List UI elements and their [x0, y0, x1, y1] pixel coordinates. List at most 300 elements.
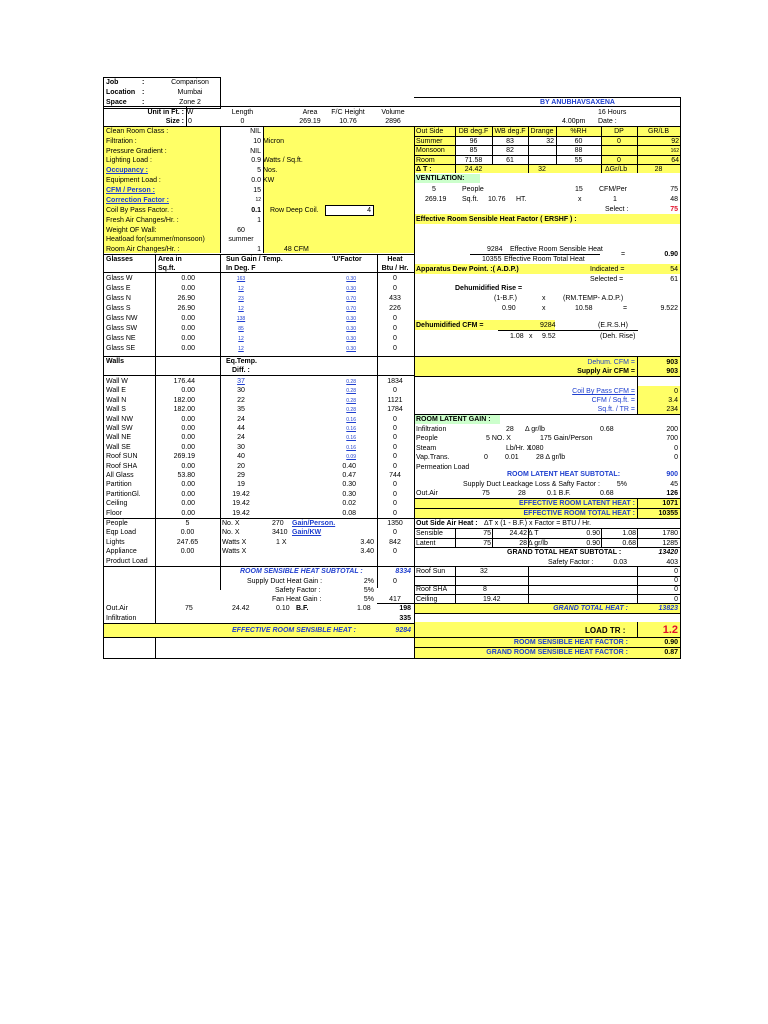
wall-ufactor[interactable]: 0.16 [346, 426, 356, 432]
outside-cell: 32 [538, 166, 546, 173]
latent-outair-gr: 28 [518, 490, 526, 497]
dehum-rise-temp: (RM.TEMP- A.D.P.) [563, 295, 624, 302]
latent-heat: 200 [666, 426, 678, 433]
wall-area: 0.00 [181, 425, 195, 432]
wall-row-label: Wall W [106, 378, 128, 385]
latent-title: ROOM LATENT GAIN : [416, 416, 491, 423]
wall-eqtemp: 40 [237, 453, 245, 461]
glass-sungain-link[interactable]: 23 [238, 296, 244, 302]
rsh-subtotal-label: ROOM SENSIBLE HEAT SUBTOTAL : [240, 568, 363, 575]
wall-area: 0.00 [181, 443, 195, 451]
oa-cell: 1.08 [622, 530, 636, 537]
walls-header: Walls [106, 358, 125, 365]
internal-qty: 0.00 [180, 548, 195, 556]
glass-heat: 226 [389, 305, 401, 312]
param-unit: Nos. [263, 167, 278, 174]
wall-heat: 0 [393, 434, 397, 442]
dehum-rise-title: Dehumidified Rise = [455, 285, 523, 292]
wall-ufactor[interactable]: 0.09 [346, 454, 356, 461]
supply-cfm: 903 [666, 368, 678, 375]
glass-ufactor-link[interactable]: 0.30 [346, 346, 356, 352]
latent-cell: Lb/Hr. X [506, 444, 532, 452]
latent-duct-label: Supply Duct Leackage Loss & Safty Factor : [463, 481, 600, 488]
wall-row-label: PartitionGl. [106, 490, 141, 498]
outside-header: GR/LB [647, 128, 669, 135]
size-label: Size : [165, 118, 184, 125]
glass-ufactor-link[interactable]: 0.30 [346, 276, 356, 282]
sh-outair-dt: 24.42 [232, 605, 250, 612]
wall-ufactor: 0.40 [342, 462, 356, 470]
outside-cell[interactable]: 83 [506, 138, 514, 145]
wall-area: 269.19 [173, 453, 195, 461]
glass-area: 0.00 [181, 335, 195, 342]
wall-eqtemp: 24 [237, 415, 245, 423]
glass-ufactor-link[interactable]: 0.30 [346, 326, 356, 332]
glass-sungain-link[interactable]: 12 [238, 346, 244, 352]
outside-cell[interactable]: 71.58 [464, 157, 483, 164]
erlh-label: EFFECTIVE ROOM LATENT HEAT : [518, 500, 635, 507]
ershf-den: 10355 [482, 256, 502, 263]
vent-x: x [578, 196, 582, 203]
latent-cell: 0.68 [600, 426, 614, 433]
ufactor-header: 'U'Factor [332, 256, 362, 263]
sh-outair-bf: 0.10 [276, 605, 290, 612]
outside-header: Out Side [416, 128, 444, 135]
wall-row-label: Wall N [106, 396, 127, 404]
roof-temp: 32 [480, 568, 488, 575]
roof-row-label: Roof Sun [416, 568, 446, 575]
wall-eqtemp: 22 [237, 396, 245, 404]
param-label: Pressure Gradient : [106, 148, 167, 155]
rsh-duct-label: Supply Duct Heat Gain : [247, 578, 323, 585]
latent-cell: 28 Δ gr/lb [536, 454, 566, 462]
dehum-rise-x: x [542, 295, 546, 302]
param-value[interactable]: 1 [257, 246, 261, 253]
roof-heat: 0 [674, 595, 678, 603]
wall-ufactor[interactable]: 0.28 [346, 397, 356, 404]
heatload-season-select[interactable]: summer [228, 236, 254, 243]
sh-outair-bf-label: B.F. [296, 605, 309, 612]
wall-row-label: Wall NE [106, 434, 132, 442]
oa-heat-title: Out Side Air Heat : [416, 520, 478, 527]
outside-cell: 32 [546, 138, 554, 145]
latent-row-label: People [416, 435, 438, 443]
vent-cfm-per-label: CFM/Per [599, 186, 627, 193]
glass-ufactor-link[interactable]: 0.30 [346, 286, 356, 292]
oa-cell: 75 [483, 540, 491, 547]
cfm-sqft-label: CFM / Sq.ft. = [591, 397, 635, 404]
wall-ufactor: 0.08 [342, 509, 356, 517]
internal-row-label: Appliance [106, 548, 137, 556]
internal-row-label: People [106, 520, 128, 527]
dehum-cfm-total: 903 [666, 359, 678, 366]
glass-row-label: Glass E [106, 285, 131, 292]
param-label: Room Air Changes/Hr. : [106, 246, 180, 253]
internal-factor: 3.40 [360, 538, 374, 546]
glass-row-label: Glass N [106, 295, 131, 302]
dim-w-header: W [186, 109, 194, 116]
rsh-subtotal: 8334 [395, 568, 411, 575]
wall-row-label: Ceiling [106, 500, 128, 508]
param-value[interactable]: NIL [250, 128, 261, 135]
frame-bottom [103, 658, 681, 659]
param-label: Filtration : [106, 138, 137, 145]
param-value[interactable]: 0.1 [251, 207, 261, 214]
oa-cell: 1780 [662, 530, 678, 537]
outside-header: Drange [530, 128, 554, 135]
dehum-cfm-num: 9284 [540, 322, 556, 329]
wall-area: 182.00 [173, 406, 195, 414]
glass-row-label: Glass NW [106, 315, 138, 322]
wall-row-label: Wall SW [106, 425, 133, 432]
glass-area: 0.00 [181, 315, 195, 322]
select-label: Select : [605, 206, 629, 213]
internal-gain: 270 [272, 520, 284, 527]
wall-row-label: Roof SUN [106, 453, 138, 461]
glass-sungain-link[interactable]: 12 [238, 306, 244, 312]
rsh-fan-label: Fan Heat Gain : [272, 596, 322, 603]
glass-row-label: Glass SW [106, 325, 138, 332]
vent-ht: 10.76 [488, 196, 506, 203]
dim-height-header: F/C Height [331, 109, 365, 116]
diff-header: Diff. : [232, 367, 250, 374]
outside-header: WB deg.F [494, 128, 526, 135]
param-value[interactable]: 1 [257, 217, 261, 224]
wall-area: 0.00 [181, 462, 195, 470]
wall-eqtemp: 19.42 [232, 490, 250, 498]
ersh-value: 9284 [395, 627, 411, 634]
oa-cell: Δ gr/lb [528, 540, 548, 547]
wall-eqtemp[interactable]: 37 [237, 378, 245, 385]
grshf-value: 0.87 [664, 649, 678, 656]
gt-safety-val: 403 [666, 559, 678, 566]
glass-heat: 0 [393, 345, 397, 352]
frame-right [680, 97, 681, 659]
sqft-header: Sq.ft. [158, 265, 176, 272]
oa-cell: 75 [483, 530, 491, 537]
wall-heat: 0 [393, 509, 397, 517]
wall-row-label: Wall SE [106, 443, 131, 451]
vent-cfm2: 48 [670, 196, 678, 203]
param-value[interactable]: 12 [255, 197, 261, 203]
glass-heat: 0 [393, 335, 397, 342]
wall-ufactor: 0.02 [342, 500, 356, 508]
oa-cell: 28 [519, 540, 527, 547]
space-label: Space [106, 99, 127, 106]
glasses-header: Glasses [106, 256, 133, 263]
occupancy-link[interactable]: Occupancy : [106, 167, 149, 174]
dim-w-value: 0 [188, 118, 192, 125]
unit-label: Unit in Ft. : [147, 109, 184, 116]
wall-area: 0.00 [181, 509, 195, 517]
glass-heat: 0 [393, 285, 397, 292]
bypass-cfm: 0 [674, 388, 678, 395]
internal-gain: 3410 [272, 529, 288, 537]
internal-qty: 5 [185, 520, 190, 527]
sh-infil-label: Infiltration [106, 615, 137, 622]
wall-eqtemp: 20 [237, 462, 245, 470]
glass-sungain-link[interactable]: 12 [238, 286, 244, 292]
location-label: Location [106, 89, 136, 96]
latent-outair-bf: 0.1 B.F. [547, 490, 571, 497]
internal-qty: 0.00 [180, 529, 195, 537]
latent-row-label: Steam [416, 444, 437, 452]
rsh-duct-pct: 2% [363, 578, 374, 585]
internal-heat: 842 [389, 538, 401, 546]
dim-length-value: 0 [240, 118, 245, 125]
outside-cell[interactable]: 85 [469, 147, 478, 154]
correction-factor-link[interactable]: Correction Factor : [106, 197, 170, 204]
param-label: Equipment Load : [106, 177, 161, 184]
outside-cell[interactable]: 61 [506, 157, 514, 164]
deg-header: In Deg. F [226, 265, 256, 272]
outside-header: DB deg.F [458, 128, 489, 135]
wall-ufactor: 0.30 [342, 490, 356, 498]
param-value[interactable]: 0.9 [251, 157, 261, 164]
ersh-label: EFFECTIVE ROOM SENSIBLE HEAT : [232, 627, 356, 634]
dehum-rise-v2: 10.58 [575, 305, 593, 312]
outside-cell: 0 [617, 138, 621, 145]
outside-cell: 88 [574, 147, 583, 154]
adp-selected[interactable]: 61 [670, 276, 678, 283]
internal-row-label: Eqp Load [106, 529, 136, 537]
outside-cell: 24.42 [464, 166, 483, 173]
coil-rows-value: 4 [367, 207, 371, 214]
dehum-cfm-rise: 9.52 [542, 333, 556, 340]
wall-area: 182.00 [173, 396, 195, 404]
bypass-cfm-label[interactable]: Coil By Pass CFM = [572, 388, 635, 395]
sqft-tr-label: Sq.ft. / TR = [597, 406, 635, 413]
outside-cell[interactable]: 82 [506, 147, 514, 154]
wall-ufactor[interactable]: 0.16 [346, 435, 356, 442]
wall-heat: 1834 [387, 378, 403, 385]
cfm-person-link[interactable]: CFM / Person : [106, 187, 156, 194]
dehum-rise-value: 9.522 [660, 305, 678, 312]
vent-cfm-per: 15 [575, 186, 583, 193]
vent-sqft: Sq.ft. [462, 196, 479, 203]
date-label: Date : [598, 118, 617, 125]
glass-ufactor-link[interactable]: 0.30 [346, 336, 356, 342]
delta-t-label: Δ T : [416, 166, 432, 173]
ershf-den-label: Effective Room Total Heat [504, 256, 585, 263]
oa-row-label: Latent [416, 540, 436, 547]
glass-sungain-link[interactable]: 138 [236, 316, 246, 322]
latent-cell: 28 [506, 426, 514, 433]
wall-row-label: Floor [106, 509, 122, 517]
outside-cell: 64 [671, 157, 679, 164]
wall-row-label: Wall E [106, 387, 126, 395]
wall-heat: 1784 [387, 406, 403, 414]
internal-unit: No. X [222, 520, 240, 527]
glass-heat: 0 [393, 315, 397, 322]
internal-row-label: Product Load [106, 557, 148, 565]
rsh-safety-label: Safety Factor : [275, 587, 321, 594]
job-value: Comparison [171, 79, 209, 86]
erlh-value: 1071 [662, 500, 678, 507]
glass-area: 26.90 [177, 305, 195, 312]
ventilation-title: VENTILATION: [416, 175, 465, 182]
sqft-tr: 234 [666, 406, 678, 413]
time: 4.00pm [562, 118, 586, 125]
wall-ufactor[interactable]: 0.28 [346, 407, 356, 414]
glass-ufactor-link[interactable]: 0.30 [346, 316, 356, 322]
wall-row-label: Roof SHA [106, 462, 138, 470]
param-unit: KW [263, 177, 275, 184]
wall-area: 0.00 [181, 481, 195, 489]
internal-row-label: Lights [106, 538, 125, 546]
latent-cell: Δ gr/lb [525, 426, 545, 433]
oa-heat-formula: ΔT x (1 - B.F.) x Factor = BTU / Hr. [484, 520, 592, 527]
wall-ufactor: 0.47 [342, 472, 356, 479]
area-header: Area in [158, 256, 182, 263]
rsh-safety-pct: 5% [363, 587, 374, 594]
sungain-header: Sun Gain / Temp. [226, 256, 283, 263]
dehum-cfm-total-label: Dehum. CFM = [587, 359, 635, 366]
eqtemp-header: Eq.Temp. [226, 358, 257, 365]
select-value[interactable]: 75 [670, 206, 678, 213]
glass-area: 0.00 [181, 285, 195, 292]
dehum-rise-bf: (1-B.F.) [494, 295, 517, 302]
glass-sungain-link[interactable]: 85 [238, 326, 244, 332]
frame-divider [414, 127, 415, 658]
grshf-label: GRAND ROOM SENSIBLE HEAT FACTOR : [486, 649, 628, 656]
internal-heat: 0 [393, 548, 397, 556]
internal-gain-link: Gain/KW [292, 529, 322, 537]
latent-heat: 0 [674, 454, 678, 462]
param-value[interactable]: 5 [257, 167, 261, 174]
wall-ufactor[interactable]: 0.28 [346, 388, 356, 395]
latent-cell: 5 NO. X [486, 435, 511, 443]
glass-row-label: Glass SE [106, 345, 136, 352]
latent-cell: 175 Gain/Person [540, 435, 593, 443]
internal-gain-link[interactable]: Gain/Person. [292, 520, 336, 527]
roof-heat: 0 [674, 568, 678, 575]
glass-ufactor-link[interactable]: 0.70 [346, 306, 356, 312]
wall-heat: 1121 [387, 396, 403, 404]
roof-row-label: Ceiling [416, 595, 438, 603]
param-unit: Micron [263, 138, 285, 145]
delta-gr-label: ΔGr/Lb [605, 166, 628, 173]
param-label: Heatload for(summer/monsoon) [106, 236, 205, 243]
wall-area: 0.00 [181, 434, 195, 442]
outside-cell: 92 [671, 138, 679, 145]
glass-sungain-link[interactable]: 163 [236, 276, 246, 282]
erth-value: 10355 [658, 510, 678, 517]
param-label: Coil By Pass Factor. : [106, 207, 173, 214]
param-value[interactable]: 0.0 [251, 177, 261, 184]
internal-unit: Watts X [222, 538, 247, 546]
wall-heat: 0 [393, 415, 397, 423]
sh-outair-factor: 1.08 [357, 605, 371, 612]
latent-row-label: Vap.Trans. [416, 454, 450, 462]
location-value: Mumbai [177, 89, 203, 96]
internal-heat: 0 [393, 529, 397, 537]
wall-heat: 744 [389, 472, 401, 479]
roof-temp: 8 [483, 586, 487, 594]
dehum-cfm-x: x [529, 333, 533, 340]
param-value[interactable]: 10 [253, 138, 261, 145]
wall-ufactor[interactable]: 0.16 [346, 416, 356, 423]
wall-ufactor[interactable]: 0.16 [346, 444, 356, 451]
oa-cell: 0.90 [586, 530, 600, 537]
glass-sungain-link[interactable]: 12 [238, 336, 244, 342]
dehum-cfm-ersh: (E.R.S.H) [598, 322, 628, 329]
erth-label: EFFECTIVE ROOM TOTAL HEAT : [523, 510, 635, 517]
wall-area: 176.44 [173, 378, 195, 385]
wall-heat: 0 [393, 490, 397, 498]
glass-ufactor-link[interactable]: 0.70 [346, 296, 356, 302]
ershf-value: 0.90 [664, 251, 678, 258]
latent-duct: 45 [670, 481, 678, 488]
outside-cell: 55 [574, 157, 583, 164]
wall-eqtemp: 19.42 [232, 509, 250, 517]
wall-area: 53.80 [177, 472, 195, 479]
latent-row-label: Permeation Load [416, 463, 470, 471]
load-tr-label: LOAD TR : [585, 626, 626, 635]
job-colon: : [142, 79, 145, 86]
internal-gain: 1 X [276, 538, 287, 546]
glass-area: 0.00 [181, 345, 195, 352]
wall-area: 0.00 [181, 387, 195, 395]
oa-cell: 24.42 [509, 530, 527, 537]
wall-eqtemp: 30 [237, 387, 245, 395]
dim-area-value: 269.19 [299, 118, 321, 125]
outside-header: %RH [570, 128, 587, 135]
roof-heat: 0 [674, 577, 678, 585]
glass-heat: 433 [389, 295, 401, 302]
rsh-fan: 417 [389, 596, 401, 603]
dim-volume-header: Volume [381, 109, 405, 116]
param-value[interactable]: 60 [237, 227, 245, 234]
adp-indicated-label: Indicated = [590, 266, 625, 273]
wall-area: 0.00 [181, 490, 195, 498]
btu-header: Btu / Hr. [381, 265, 409, 272]
param-unit: Row Deep Coil. [270, 207, 319, 214]
wall-row-label: Wall NW [106, 415, 133, 423]
outside-cell[interactable]: 96 [469, 138, 478, 145]
outside-cell: 162 [670, 148, 679, 154]
wall-eqtemp: 29 [237, 472, 245, 479]
vent-people-label: People [462, 186, 484, 193]
sh-infil: 335 [399, 615, 411, 622]
oa-cell: 0.68 [622, 540, 636, 547]
wall-ufactor[interactable]: 0.28 [346, 379, 356, 385]
rsh-fan-pct: 5% [363, 596, 374, 603]
gth-value: 13823 [658, 605, 678, 612]
dehum-rise-eq: = [623, 305, 628, 312]
glass-row-label: Glass NE [106, 335, 136, 342]
ershf-title: Effective Room Sensible Heat Factor ( ERSHF ) : [416, 216, 577, 223]
param-value[interactable]: 15 [253, 187, 261, 194]
sh-outair-label: Out.Air [106, 605, 128, 612]
latent-subtotal-label: ROOM LATENT HEAT SUBTOTAL: [507, 471, 621, 478]
sh-outair-cfm: 75 [185, 605, 193, 612]
job-label: Job [106, 79, 119, 86]
wall-row-label: Partition [106, 481, 132, 489]
vent-cfm1: 75 [670, 186, 678, 193]
latent-outair: 126 [666, 490, 678, 497]
gth-label: GRAND TOTAL HEAT : [553, 605, 628, 612]
outside-cell: 60 [574, 138, 583, 145]
param-value[interactable]: NIL [250, 148, 261, 155]
wall-ufactor: 0.30 [342, 481, 356, 489]
glass-area: 0.00 [181, 325, 195, 332]
wall-area: 0.00 [181, 500, 195, 508]
latent-heat: 0 [674, 444, 678, 452]
latent-subtotal: 900 [666, 471, 678, 478]
wall-area: 0.00 [181, 415, 195, 423]
glass-area: 0.00 [181, 275, 195, 282]
